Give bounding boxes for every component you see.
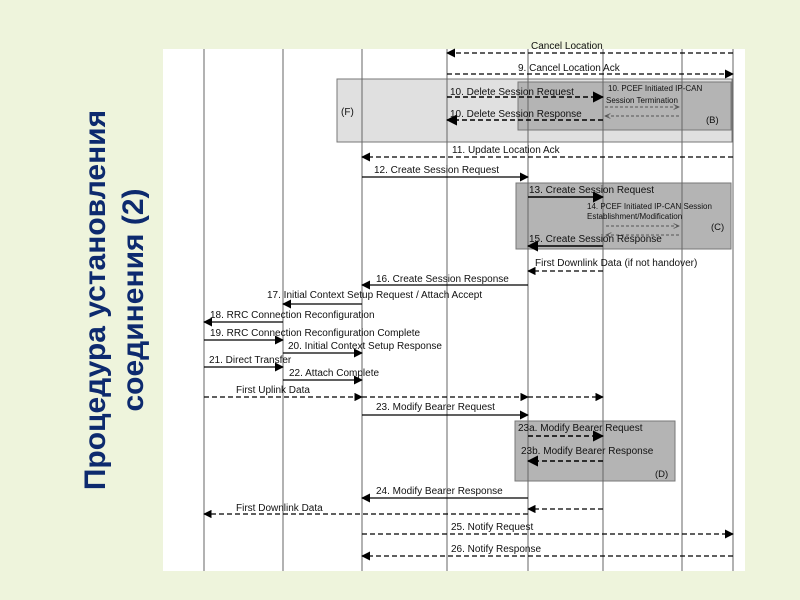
label-26: 26. Notify Response [451,544,542,555]
title-line-2: соединения (2) [117,188,150,412]
box-d-label: (D) [655,469,669,480]
label-10-request: 10. Delete Session Request [450,87,574,98]
box-f-label: (F) [341,107,354,118]
label-13: 13. Create Session Request [529,185,655,196]
label-cancel-location: Cancel Location [531,41,603,52]
label-23a: 23a. Modify Bearer Request [518,423,643,434]
label-18: 18. RRC Connection Reconfiguration [210,310,375,321]
label-23b: 23b. Modify Bearer Response [521,446,654,457]
label-first-downlink-1: First Downlink Data (if not handover) [535,258,698,269]
box-c-text-2: Establishment/Modification [587,212,683,221]
label-21: 21. Direct Transfer [209,355,292,366]
label-15: 15. Create Session Response [529,234,662,245]
label-24: 24. Modify Bearer Response [376,486,503,497]
label-22: 22. Attach Complete [289,368,380,379]
label-17: 17. Initial Context Setup Request / Attach Accept [267,290,483,301]
label-20: 20. Initial Context Setup Response [288,341,442,352]
label-10-response: 10. Delete Session Response [450,109,582,120]
label-first-uplink: First Uplink Data [236,385,310,396]
label-11: 11. Update Location Ack [452,145,560,156]
label-25: 25. Notify Request [451,522,534,533]
box-c-label: (C) [711,222,725,233]
label-23: 23. Modify Bearer Request [376,402,495,413]
label-16: 16. Create Session Response [376,274,509,285]
label-19: 19. RRC Connection Reconfiguration Complete [210,328,421,339]
box-c-text-1: 14. PCEF Initiated IP-CAN Session [587,202,712,211]
sequence-diagram [163,41,745,571]
label-first-downlink-2: First Downlink Data [236,503,323,514]
box-b-text-2: Session Termination [606,96,678,105]
box-b-label: (B) [706,115,719,126]
label-9: 9. Cancel Location Ack [518,63,620,74]
box-b-text-1: 10. PCEF Initiated IP-CAN [608,84,703,93]
slide-title [60,30,170,570]
label-12: 12. Create Session Request [374,165,500,176]
title-line-1: Процедура установления [79,109,112,491]
